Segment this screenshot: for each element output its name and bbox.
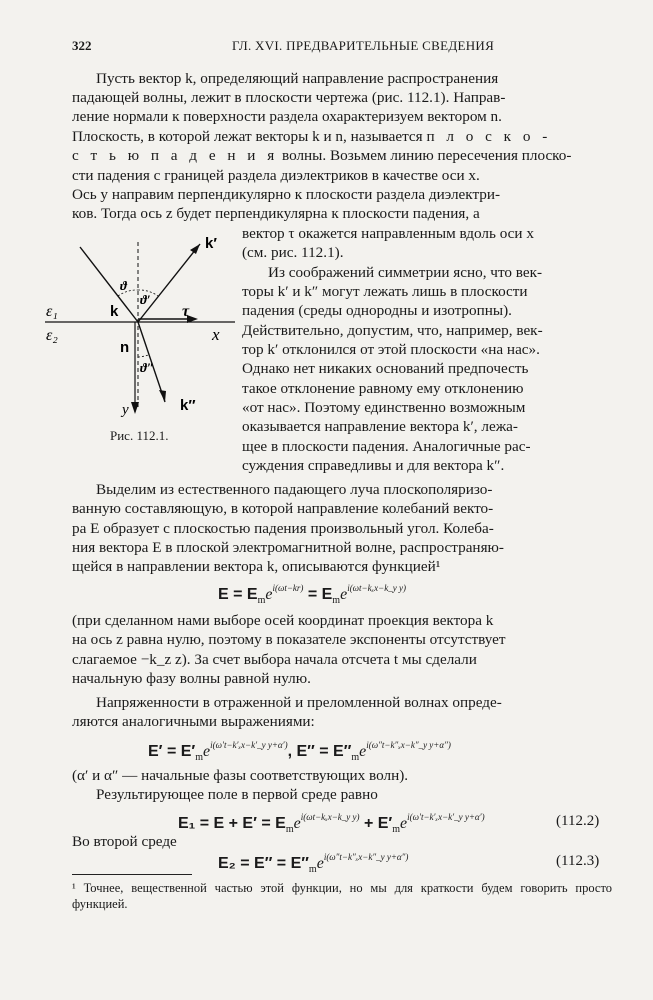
label-theta-prime: ϑ′ — [140, 292, 151, 307]
para3-line-4: начальную фазу волны равной нулю. — [72, 670, 311, 687]
para2-line-2: ванную составляющую, в которой направление колебаний векто- — [72, 500, 494, 517]
para4-line-2: ляются аналогичными выражениями: — [72, 713, 315, 730]
formula2-b: , E″ = E″ — [287, 743, 352, 760]
spaced-term-2: с т ь ю п а д е н и я — [72, 147, 279, 164]
right-line-9: такое отклонение равному ему отклонению — [242, 380, 524, 397]
formula-reflected-refracted: $E' = E'_me^{i(\omega't-k'_xx-k'\_y y+\alpha')}$, $E'' = E''_me^{i(\omega''t-k''_xx-k''\_y y+\alpha'')}$ — [148, 740, 451, 764]
para2-line-3: ра E образует с плоскостью падения произвольный угол. Колеба- — [72, 520, 494, 537]
intro-line-8: ков. Тогда ось z будет перпендикулярна к плоскости падения, а — [72, 205, 480, 222]
formula4-e1: i(ω″t−k″ₓx−k″_y y+α″) — [323, 852, 409, 862]
intro-line-1: Пусть вектор k, определяющий направление распространения — [96, 70, 499, 87]
formula3-e1: i(ωt−kₓx−k_y y) — [300, 812, 360, 822]
label-theta: ϑ — [120, 278, 127, 293]
formula1-mid: = E — [303, 586, 333, 603]
formula2-b-exp: i(ω″t−k″ₓx−k″_y y+α″) — [366, 740, 451, 750]
para4-line-1: Напряженности в отраженной и преломленной волнах опреде- — [96, 694, 502, 711]
incident-ray — [80, 247, 138, 322]
formula2-a: E′ = E′ — [148, 743, 196, 760]
right-line-8: Однако нет никаких оснований предпочесть — [242, 360, 529, 377]
label-y: y — [122, 402, 129, 418]
label-k: k — [110, 303, 119, 320]
equation-number-112-2: (112.2) — [556, 813, 600, 829]
right-line-12: щее в плоскости падения. Аналогичные рас- — [242, 438, 531, 455]
right-line-7: тор k′ отклонился от этой плоскости «на нас». — [242, 341, 540, 358]
formula1-exp1: i(ωt−kr) — [272, 583, 304, 593]
right-line-1: вектор τ окажется направленным вдоль оси x — [242, 225, 534, 242]
label-eps1: ε₁ — [46, 303, 58, 320]
arrowhead-y — [131, 402, 139, 414]
intro-line-7: Ось y направим перпендикулярно к плоскости раздела диэлектри- — [72, 186, 501, 203]
intro-line-3: ление нормали к поверхности раздела охарактеризуем вектором n. — [72, 108, 502, 125]
arrowhead-kdouble — [159, 390, 166, 402]
para5-line-1: (α′ и α″ — начальные фазы соответствующих волн). — [72, 767, 409, 784]
formula4-text: E₂ = E″ = E″ — [218, 855, 309, 872]
page-header — [72, 38, 612, 58]
para5-line-2: Результирующее поле в первой среде равно — [96, 786, 378, 803]
formula1-exp2: i(ωt−kₓx−k_y y) — [347, 583, 406, 593]
label-eps2: ε₂ — [46, 327, 58, 344]
formula3-e2: i(ω′t−k′ₓx−k′_y y+α′) — [407, 812, 485, 822]
angle-arc-refraction — [138, 355, 148, 357]
footnote: ¹ Точнее, вещественной частью этой функции, но мы для краткости будем говорить просто функцией. — [72, 881, 612, 911]
intro-line-6: сти падения с границей раздела диэлектриков в качестве оси x. — [72, 167, 480, 184]
page-number: 322 — [72, 38, 92, 53]
formula-incident: $E = E_me^{i(\omega t-kr)} = E_me^{i(\omega t-k_xx-k\_y y)}$ — [218, 583, 406, 607]
spaced-term-1: п л о с к о - — [426, 128, 552, 145]
para3-line-3: слагаемое −k_z z). За счет выбора начала отсчета t мы сделали — [72, 651, 477, 668]
right-line-4: торы k′ и k″ могут лежать лишь в плоскости — [242, 283, 528, 300]
para2-line-5: щейся в направлении вектора k, описываются функцией¹ — [72, 558, 441, 575]
reflected-ray — [138, 244, 200, 322]
label-k-prime: k′ — [205, 235, 217, 252]
formula-second-medium: $E_2 = E'' = E''_me^{i(\omega''t-k''_xx-k''\_y y+\alpha'')}$ — [218, 852, 409, 876]
intro-line-4-text: Плоскость, в которой лежат векторы k и n, называется — [72, 128, 423, 145]
formula3-plus: + E′ — [359, 815, 393, 832]
right-line-6: Действительно, допустим, что, например, век- — [242, 322, 543, 339]
intro-line-5-text: волны. Возьмем линию пересечения плоско- — [282, 147, 572, 164]
intro-line-4 — [72, 127, 551, 146]
intro-line-5 — [72, 146, 571, 165]
formula1-sub: m — [257, 595, 266, 607]
arrowhead-kprime — [190, 244, 200, 254]
label-theta-double: ϑ″ — [140, 360, 155, 375]
label-k-double: k″ — [180, 397, 196, 414]
para3-line-1: (при сделанном нами выборе осей координат проекция вектора k — [72, 612, 494, 629]
formula3-text: E₁ = E + E′ = E — [178, 815, 286, 832]
formula1-sub-2: m — [332, 595, 341, 607]
figure-caption: Рис. 112.1. — [110, 428, 169, 443]
intro-line-2: падающей волны, лежит в плоскости чертежа (рис. 112.1). Направ- — [72, 89, 506, 106]
figure-112-1 — [40, 232, 240, 422]
right-line-10: «от нас». Поэтому единственно возможным — [242, 399, 526, 416]
para2-line-1: Выделим из естественного падающего луча плоскополяризо- — [96, 481, 493, 498]
right-line-2: (см. рис. 112.1). — [242, 244, 344, 261]
right-line-13: суждения справедливы и для вектора k″. — [242, 457, 505, 474]
right-line-5: падения (среды однородны и изотропны). — [242, 302, 512, 319]
label-n: n — [120, 339, 130, 356]
formula-first-medium: $E_1 = E + E' = E_me^{i(\omega t-k_xx-k\_y y)} + E'_me^{i(\omega't-k'_xx-k'\_y y+\alpha')}$ — [178, 812, 485, 836]
chapter-title: ГЛ. XVI. ПРЕДВАРИТЕЛЬНЫЕ СВЕДЕНИЯ — [232, 38, 495, 53]
label-tau: τ — [182, 303, 190, 320]
equation-number-112-3: (112.3) — [556, 853, 600, 869]
para2-line-4: ния вектора E в плоской электромагнитной волне, распространяю- — [72, 539, 504, 556]
para3-line-2: на ось z равна нулю, поэтому в показателе экспоненты отсутствует — [72, 631, 506, 648]
right-line-3: Из соображений симметрии ясно, что век- — [268, 264, 543, 281]
right-line-11: оказывается направление вектора k′, лежа- — [242, 418, 518, 435]
second-medium-line: Во второй среде — [72, 833, 177, 850]
label-x: x — [212, 325, 220, 344]
formula2-a-exp: i(ω′t−k′ₓx−k′_y y+α′) — [210, 740, 288, 750]
formula1-lhs: E = E — [218, 586, 258, 603]
footnote-separator — [72, 874, 192, 875]
